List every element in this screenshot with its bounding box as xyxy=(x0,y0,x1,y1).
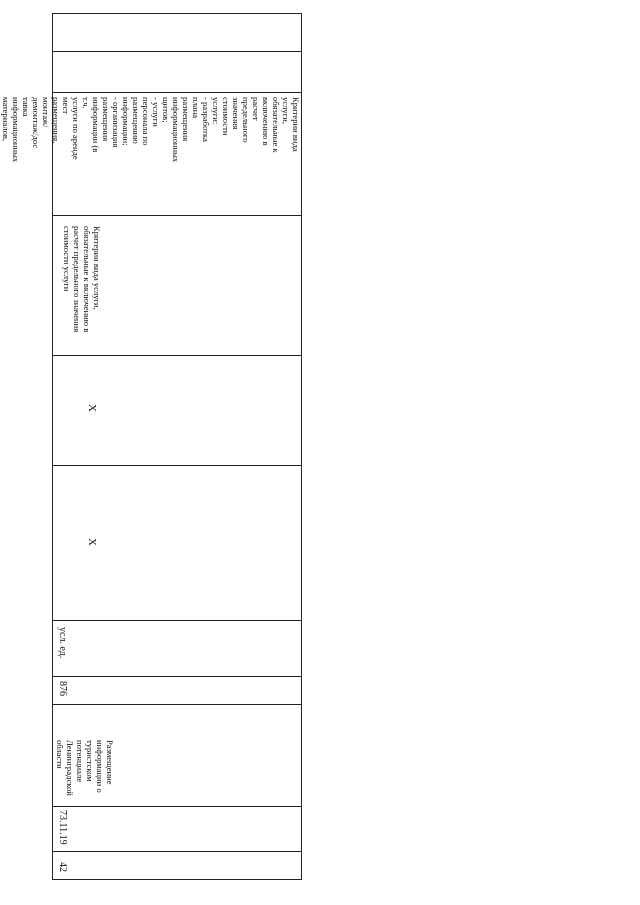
rotated-table xyxy=(1,13,302,880)
cell-empty-1 xyxy=(53,14,301,52)
cell-mark-1 xyxy=(53,356,301,466)
cell-criteria xyxy=(53,216,301,356)
unit-code-text: 876 xyxy=(57,681,68,696)
cell-unit-code xyxy=(53,677,301,705)
cell-code xyxy=(53,807,301,852)
cell-criteria-detailed xyxy=(1,93,301,216)
mark-x-2: X xyxy=(86,538,98,546)
unit-name-text: усл. ед. xyxy=(57,627,68,659)
mark-x-1: X xyxy=(86,404,98,412)
cell-empty-2 xyxy=(53,52,301,93)
cell-mark-2 xyxy=(53,466,301,621)
cell-row-number xyxy=(53,852,301,881)
cell-unit-name xyxy=(53,621,301,677)
cell-service-name xyxy=(53,705,301,807)
criteria-detailed-text: Критерии вида услуги, обязательные к включению в расчет предельного значения стоимости услуги: - разработка плана размещения информационных щитов; - услуги персонала по размещению информации; - организация размещения информации (в т.ч. услуги по аренде мест размещения, монтаж/демонтаж/дос тавка информационных материалов, xyxy=(1,97,301,163)
code-text: 73.11.19 xyxy=(57,810,68,845)
row-number-text: 42 xyxy=(57,862,68,872)
service-name-text: Размещение информации о туристском потенциале Ленинградской области xyxy=(55,740,115,796)
criteria-text: Критерии вида услуги, обязательные к включению в расчет предельного значения стоимости услуги xyxy=(62,226,102,333)
